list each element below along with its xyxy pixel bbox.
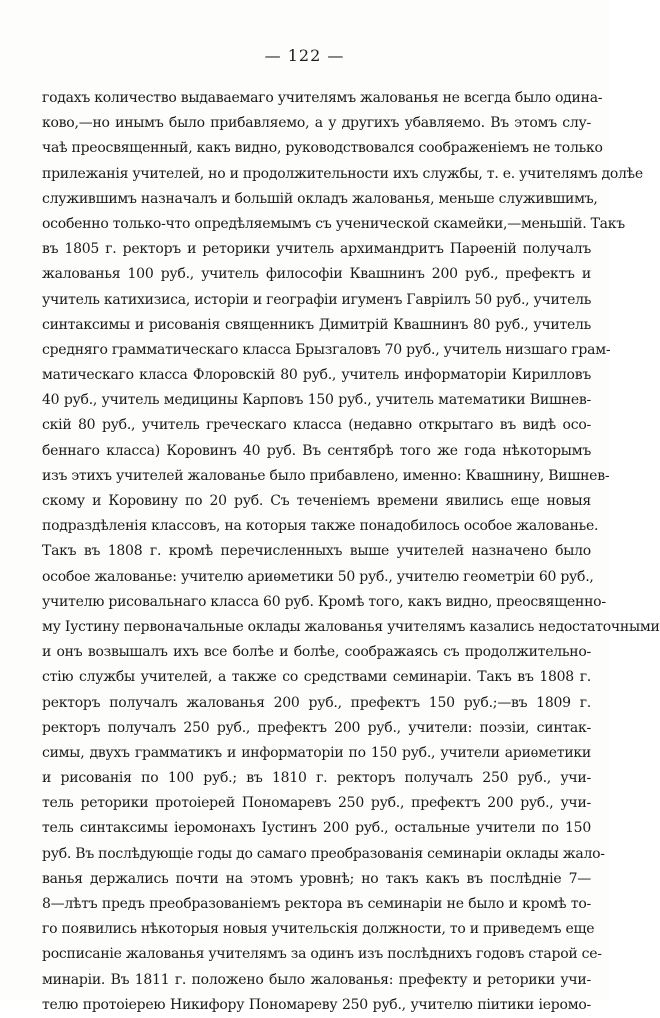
text-line: минаріи. Въ 1811 г. положено было жалованья: префекту и реторики учи-: [42, 971, 591, 988]
text-line: Такъ въ 1808 г. кромѣ перечисленныхъ выше учителей назначено было: [42, 543, 591, 560]
text-line: тель реторики протоіерей Пономаревъ 250 руб., префектъ 200 руб., учи-: [42, 795, 591, 812]
text-line: жалованья 100 руб., учитель философіи Квашнинъ 200 руб., префектъ и: [42, 266, 591, 283]
text-line: служившимъ назначалъ и большій окладъ жалованья, меньше служившимъ,: [42, 190, 598, 207]
text-line: ректоръ получалъ 250 руб., префектъ 200 руб., учители: поэзіи, синтак-: [42, 719, 591, 736]
text-line: матическаго класса Флоровскій 80 руб., учитель информаторіи Кирилловъ: [42, 367, 591, 384]
text-line: синтаксимы и рисованія священникъ Димитрій Квашнинъ 80 руб., учитель: [42, 316, 591, 333]
page-number: — 122 —: [264, 46, 345, 65]
text-line: телю протоіерею Никифору Пономареву 250 руб., учителю піитики іеромо-: [42, 996, 591, 1013]
text-line: ректоръ получалъ жалованья 200 руб., префектъ 150 руб.;—въ 1809 г.: [42, 694, 591, 711]
text-line: особенно только-что опредѣляемымъ съ ученической скамейки,—меньшій. Такъ: [42, 215, 625, 232]
text-line: стію службы учителей, а также со средствами семинаріи. Такъ въ 1808 г.: [42, 669, 591, 686]
text-line: и рисованія по 100 руб.; въ 1810 г. ректоръ получалъ 250 руб., учи-: [42, 770, 591, 787]
text-line: симы, двухъ грамматикъ и информаторіи по 150 руб., учители ариѳметики: [42, 744, 591, 761]
text-line: въ 1805 г. ректоръ и реторики учитель архимандритъ Парѳеній получалъ: [42, 241, 591, 258]
text-line: годахъ количество выдаваемаго учителямъ жалованья не всегда было одина-: [42, 90, 603, 106]
text-line: подраздѣленія классовъ, на которыя также понадобилось особое жалованье.: [42, 518, 599, 535]
text-line: и онъ возвышалъ ихъ все болѣе и болѣе, соображаясь съ продолжительно-: [42, 644, 591, 661]
text-line: изъ этихъ учителей жалованье было прибавлено, именно: Квашнину, Вишнев-: [42, 467, 610, 484]
text-line: чаѣ преосвященный, какъ видно, руководствовался соображеніемъ не только: [42, 140, 603, 157]
text-line: го появились нѣкоторыя новыя учительскія должности, то и приведемъ еще: [42, 921, 595, 938]
text-line: 8—лѣтъ предъ преобразованіемъ ректора въ семинаріи не было и кромѣ то-: [42, 896, 591, 912]
text-line: му Іустину первоначальные оклады жалованья учителямъ казались недостаточными: [42, 618, 660, 635]
text-line: ванья держались почти на этомъ уровнѣ; но такъ какъ въ послѣдніе 7—: [42, 870, 591, 887]
text-line: росписаніе жалованья учителямъ за одинъ изъ послѣднихъ годовъ старой се-: [42, 946, 602, 963]
text-line: беннаго класса) Коровинъ 40 руб. Въ сентябрѣ того же года нѣкоторымъ: [42, 442, 591, 459]
text-line: скій 80 руб., учитель греческаго класса (недавно открытаго въ видѣ осо-: [42, 417, 591, 434]
text-line: тель синтаксимы іеромонахъ Іустинъ 200 руб., остальные учители по 150: [42, 820, 591, 837]
text-line: прилежанія учителей, но и продолжительности ихъ службы, т. е. учителямъ долѣе: [42, 165, 643, 182]
text-line: учитель катихизиса, исторіи и географіи игуменъ Гавріилъ 50 руб., учитель: [42, 291, 592, 308]
text-line: особое жалованье: учителю ариѳметики 50 руб., учителю геометріи 60 руб.,: [42, 568, 594, 585]
text-line: средняго грамматическаго класса Брызгаловъ 70 руб., учитель низшаго грам-: [42, 341, 611, 358]
body-text: [42, 86, 660, 1018]
text-line: ково,—но инымъ было прибавляемо, а у другихъ убавляемо. Въ этомъ слу-: [42, 115, 591, 132]
text-line: учителю рисовальнаго класса 60 руб. Кромѣ того, какъ видно, преосвященно-: [42, 593, 606, 610]
text-line: скому и Коровину по 20 руб. Съ теченіемъ времени явились еще новыя: [42, 493, 591, 509]
text-line: 40 руб., учитель медицины Карповъ 150 руб., учитель математики Вишнев-: [42, 392, 591, 409]
text-line: руб. Въ послѣдующіе годы до самаго преобразованія семинаріи оклады жало-: [42, 845, 605, 862]
